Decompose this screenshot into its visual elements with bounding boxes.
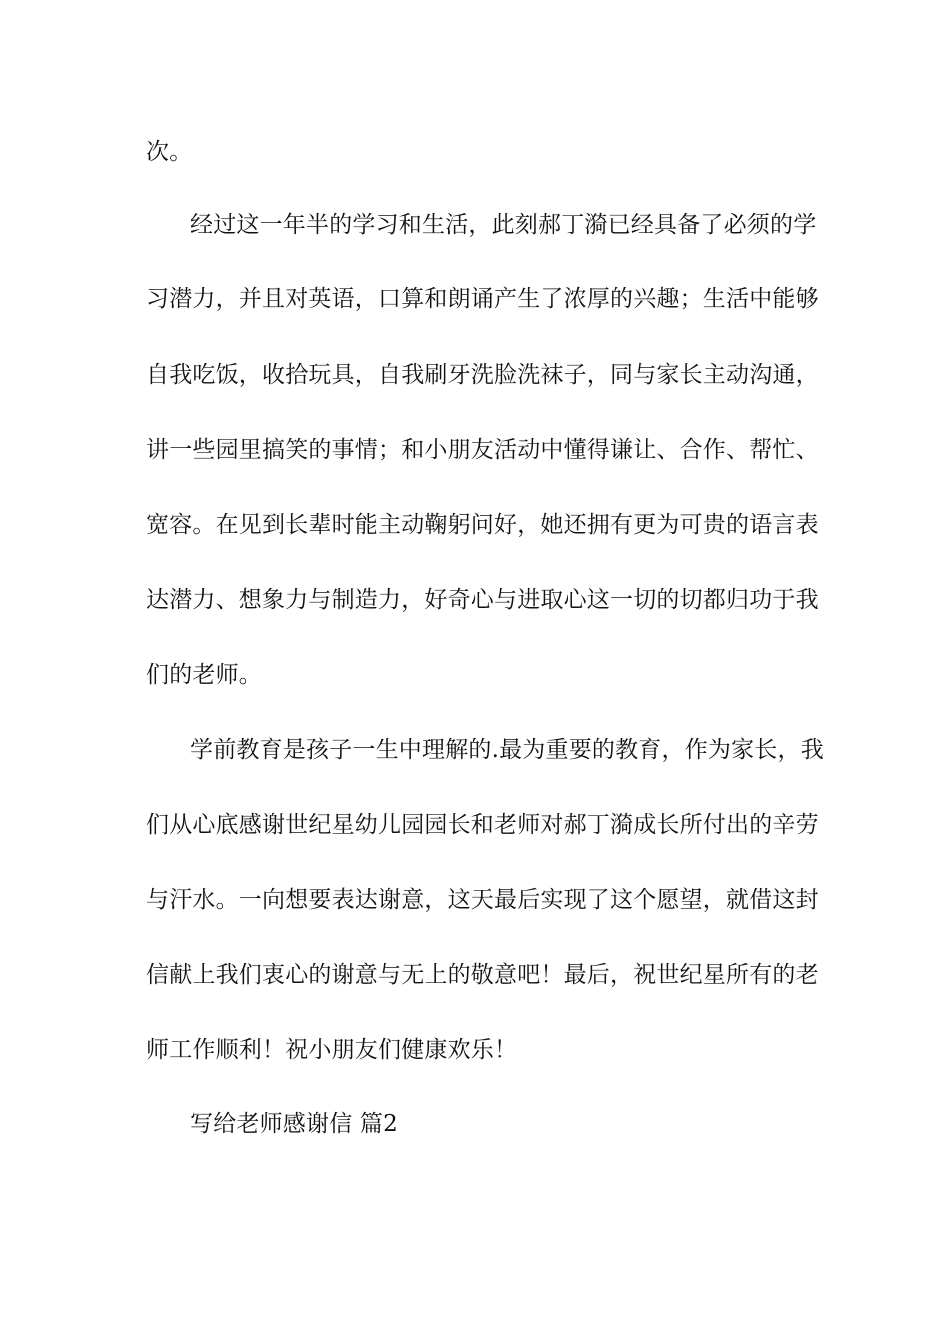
paragraph-line: 讲一些园里搞笑的事情；和小朋友活动中懂得谦让、合作、帮忙、 <box>146 437 819 463</box>
section-heading: 写给老师感谢信 篇2 <box>190 1111 398 1137</box>
paragraph-line: 们从心底感谢世纪星幼儿园园长和老师对郝丁漪成长所付出的辛劳 <box>146 812 819 838</box>
paragraph-line: 宽容。在见到长辈时能主动鞠躬问好，她还拥有更为可贵的语言表 <box>146 512 819 538</box>
paragraph-line: 们的老师。 <box>146 662 262 688</box>
paragraph-line: 达潜力、想象力与制造力，好奇心与进取心这一切的切都归功于我 <box>146 587 819 613</box>
paragraph-line: 次。 <box>146 139 193 165</box>
paragraph-line: 学前教育是孩子一生中理解的.最为重要的教育，作为家长，我 <box>190 737 824 763</box>
paragraph-line: 习潜力，并且对英语，口算和朗诵产生了浓厚的兴趣；生活中能够 <box>146 286 819 312</box>
paragraph-line: 与汗水。一向想要表达谢意，这天最后实现了这个愿望，就借这封 <box>146 887 819 913</box>
paragraph-line: 信献上我们衷心的谢意与无上的敬意吧！最后，祝世纪星所有的老 <box>146 962 819 988</box>
paragraph-line: 自我吃饭，收拾玩具，自我刷牙洗脸洗袜子，同与家长主动沟通， <box>146 362 819 388</box>
paragraph-line: 师工作顺利！祝小朋友们健康欢乐！ <box>146 1037 518 1063</box>
paragraph-line: 经过这一年半的学习和生活，此刻郝丁漪已经具备了必须的学 <box>190 212 817 238</box>
